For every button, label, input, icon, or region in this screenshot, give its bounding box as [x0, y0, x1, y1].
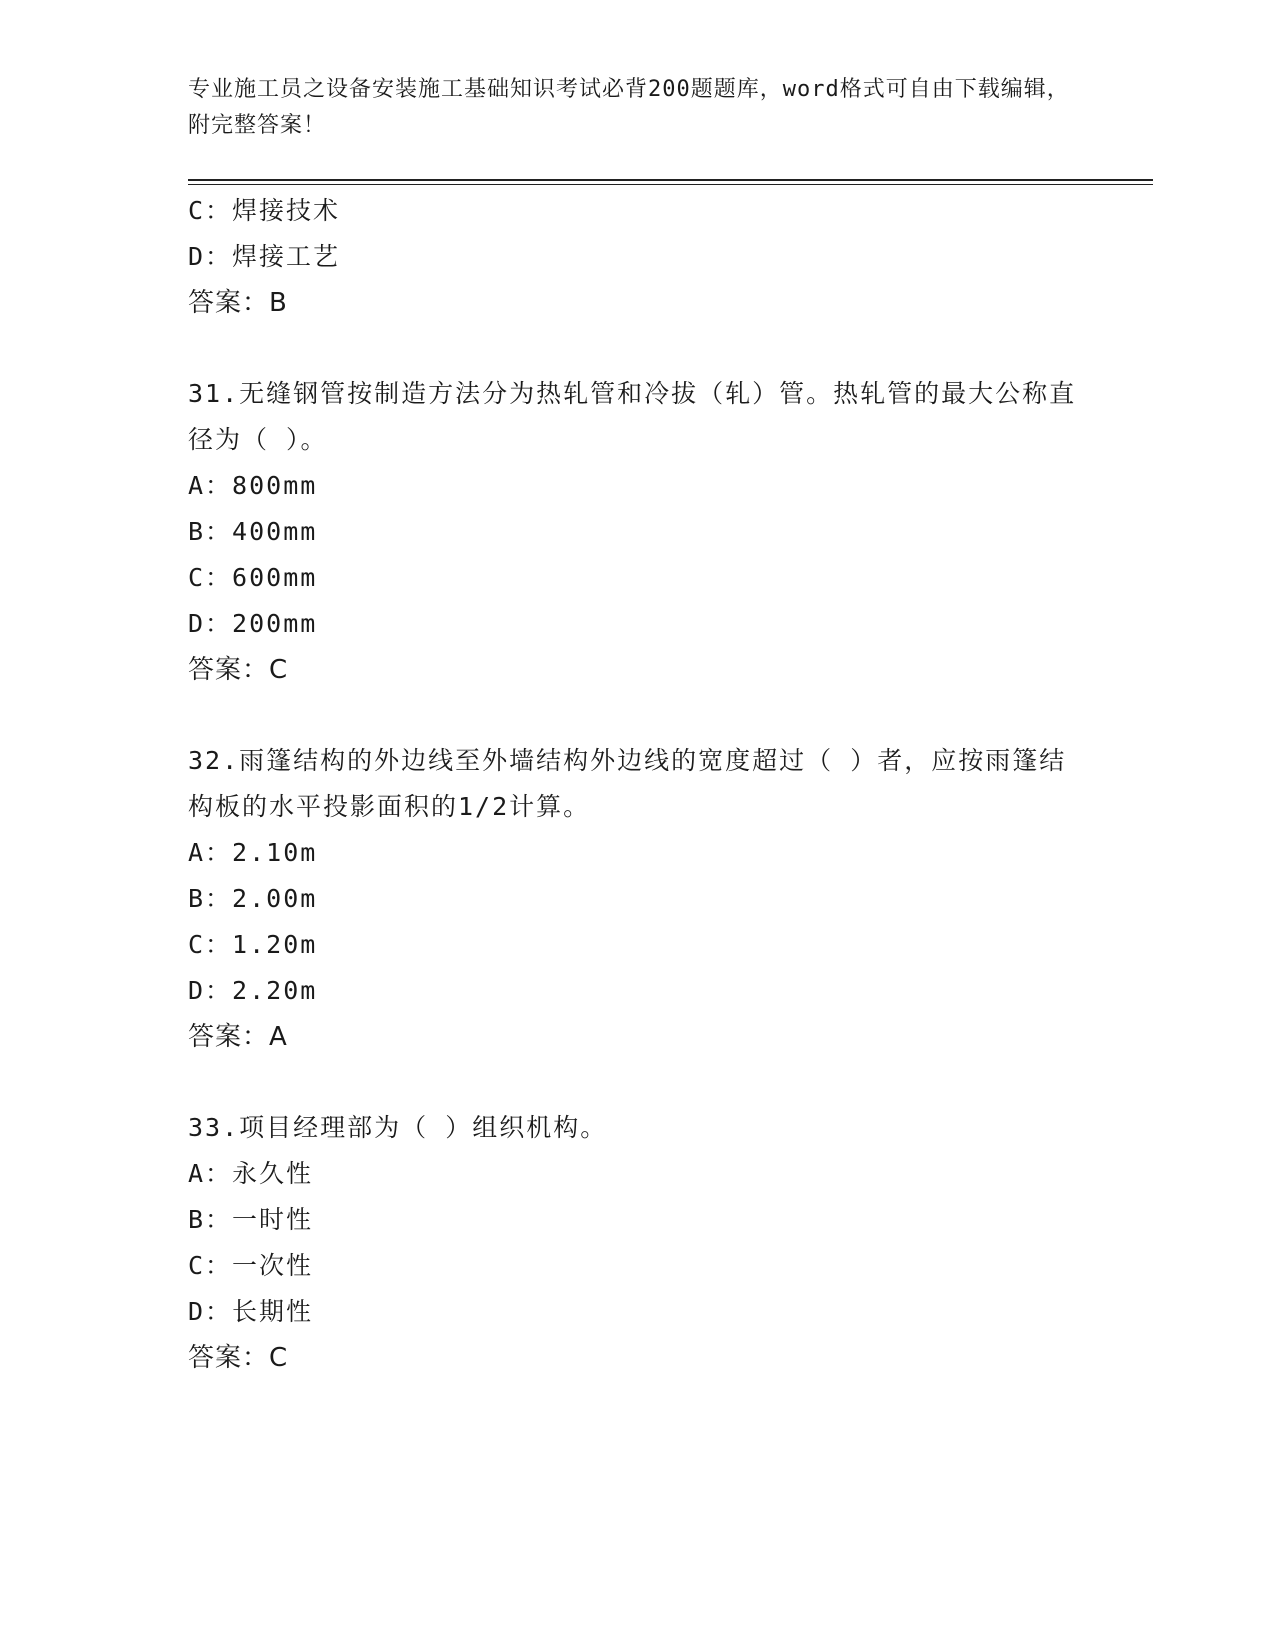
option-b: B：400mm — [188, 517, 318, 546]
option-c: C：600mm — [188, 563, 318, 592]
option-d: D：焊接工艺 — [188, 242, 341, 271]
question-list — [188, 188, 1088, 1381]
question-text: 31.无缝钢管按制造方法分为热轧管和冷拔（轧）管。热轧管的最大公称直径为（ ）。 — [188, 379, 1077, 454]
question-31 — [188, 371, 1088, 693]
option-a: A：永久性 — [188, 1159, 314, 1188]
option-a: A：2.10m — [188, 838, 318, 867]
option-b: B：2.00m — [188, 884, 318, 913]
option-a: A：800mm — [188, 471, 318, 500]
option-c: C：1.20m — [188, 930, 318, 959]
answer-line: 答案：A — [188, 1022, 288, 1052]
option-d: D：长期性 — [188, 1297, 314, 1326]
answer-line: 答案：C — [188, 655, 289, 685]
question-text: 32.雨篷结构的外边线至外墙结构外边线的宽度超过（ ）者，应按雨篷结构板的水平投影面积的1/2计算。 — [188, 746, 1067, 821]
option-d: D：2.20m — [188, 976, 318, 1005]
question-32 — [188, 738, 1088, 1060]
answer-line: 答案：B — [188, 288, 288, 318]
option-c: C：一次性 — [188, 1251, 314, 1280]
option-d: D：200mm — [188, 609, 318, 638]
option-c: C：焊接技术 — [188, 196, 341, 225]
question-33 — [188, 1105, 1088, 1381]
header-divider-thick — [188, 179, 1153, 181]
answer-line: 答案：C — [188, 1343, 289, 1373]
previous-question-tail — [188, 188, 1088, 326]
question-text: 33.项目经理部为（ ）组织机构。 — [188, 1113, 608, 1142]
option-b: B：一时性 — [188, 1205, 314, 1234]
document-header: 专业施工员之设备安装施工基础知识考试必背200题题库，word格式可自由下载编辑，附完整答案！ — [188, 77, 1070, 138]
header-divider-thin — [188, 184, 1153, 185]
